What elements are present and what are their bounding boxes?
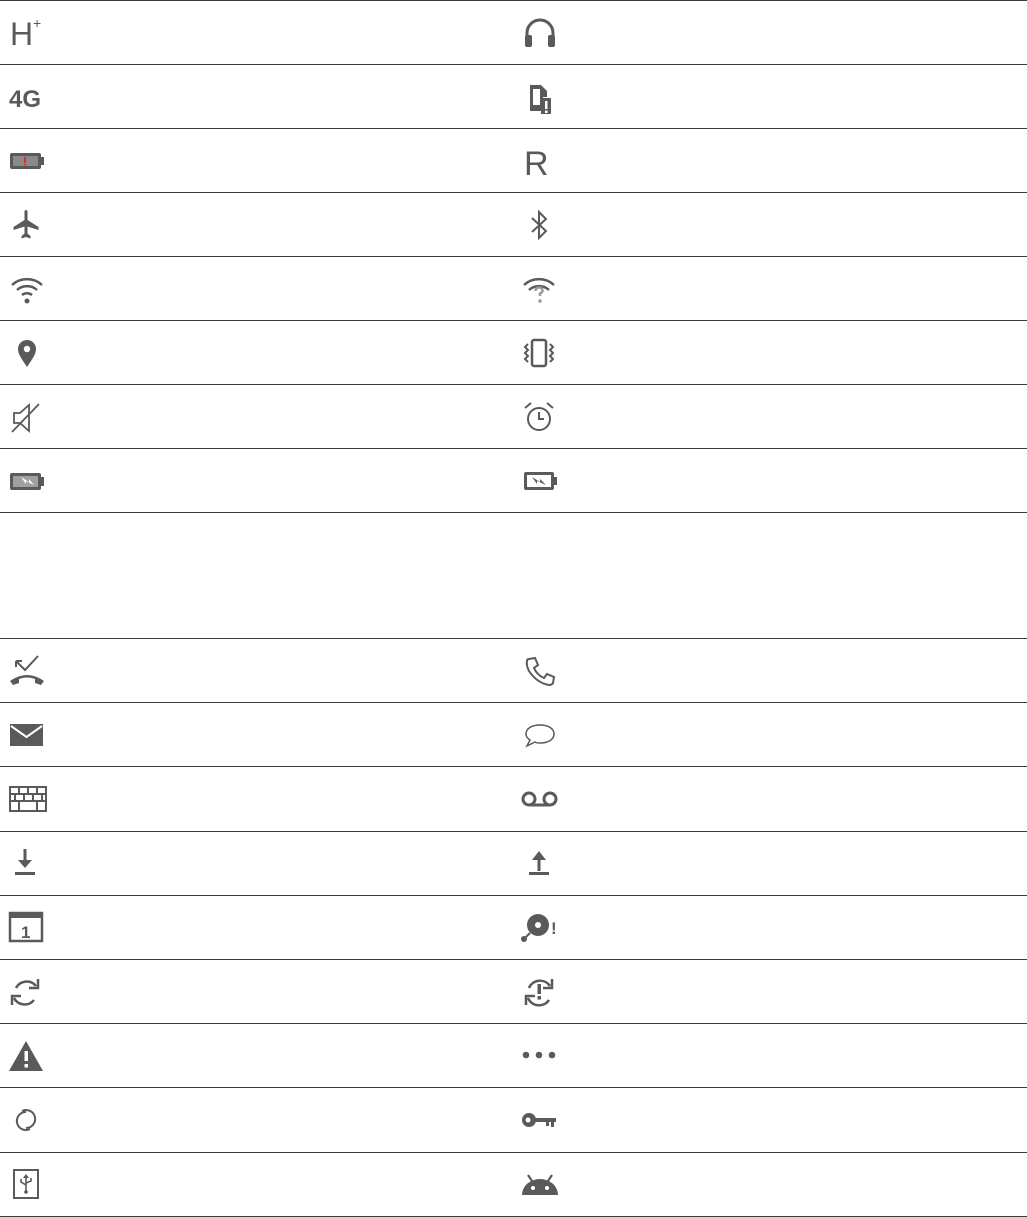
voicemail-icon: [520, 781, 564, 817]
table-row: [0, 639, 1027, 703]
table-cell: [520, 1, 600, 64]
airplane-mode-icon: [8, 207, 48, 243]
table-cell: [520, 385, 600, 448]
table-row: [0, 449, 1027, 513]
table-cell: [8, 1024, 88, 1087]
table-cell: [8, 703, 88, 766]
table-row: [0, 1, 1027, 65]
call-in-progress-icon: [520, 653, 560, 689]
table-cell: [520, 193, 600, 256]
svg-text:4G: 4G: [9, 85, 42, 113]
notification-icons-table: [0, 638, 1027, 1217]
roaming-icon: [520, 143, 560, 183]
table-cell: [8, 1153, 88, 1216]
table-cell: [8, 1, 88, 64]
sync-icon: [8, 974, 48, 1010]
4g-network-icon: [8, 79, 52, 115]
table-cell: [520, 65, 600, 128]
table-cell: [8, 960, 88, 1023]
section-spacer: [0, 513, 1027, 638]
missed-call-icon: [8, 653, 48, 689]
table-row: [0, 896, 1027, 960]
battery-low-icon: [8, 143, 48, 179]
table-cell: [8, 321, 88, 384]
calendar-event-icon: [8, 909, 48, 945]
table-cell: [8, 129, 88, 192]
table-cell: [520, 832, 600, 895]
android-debugging-icon: [520, 1166, 564, 1202]
table-cell: [8, 639, 88, 702]
table-cell: [8, 767, 88, 830]
new-email-icon: [8, 717, 48, 753]
table-cell: [520, 703, 600, 766]
table-row: [0, 321, 1027, 385]
upload-icon: [520, 845, 560, 881]
table-row: [0, 1024, 1027, 1088]
table-cell: [8, 65, 88, 128]
table-cell: [520, 896, 600, 959]
table-cell: [520, 449, 600, 512]
table-cell: [520, 639, 600, 702]
table-row: [0, 193, 1027, 257]
status-icons-table: [0, 0, 1027, 513]
no-sim-card-icon: [520, 79, 560, 115]
location-icon: [8, 335, 48, 371]
bluetooth-icon: [520, 207, 560, 243]
svg-text:+: +: [33, 14, 42, 31]
table-cell: [520, 1153, 600, 1216]
battery-charging-icon: [8, 463, 48, 499]
table-cell: [520, 1024, 600, 1087]
svg-text:!: !: [551, 919, 557, 939]
wifi-icon: [8, 271, 48, 307]
more-notifications-icon: [520, 1038, 564, 1074]
table-row: [0, 1153, 1027, 1217]
svg-text:1: 1: [21, 923, 31, 943]
table-cell: [8, 449, 88, 512]
vibrate-mode-icon: [520, 335, 560, 371]
table-row: [0, 257, 1027, 321]
alarm-icon: [520, 399, 560, 435]
table-cell: [520, 321, 600, 384]
table-cell: [8, 832, 88, 895]
battery-fast-charging-icon: [520, 463, 560, 499]
usb-debugging-icon: [8, 1166, 48, 1202]
table-row: [0, 1088, 1027, 1152]
new-message-icon: [520, 717, 560, 753]
sync-failed-icon: [520, 974, 560, 1010]
table-cell: [8, 1088, 88, 1151]
table-cell: [520, 1088, 600, 1151]
table-cell: [8, 896, 88, 959]
table-cell: [520, 960, 600, 1023]
storage-warning-icon: [520, 909, 560, 945]
hspa-plus-network-icon: [8, 15, 48, 51]
table-row: [0, 767, 1027, 831]
table-cell: [8, 385, 88, 448]
system-warning-icon: [8, 1038, 48, 1074]
silent-mode-icon: [8, 399, 48, 435]
table-cell: [8, 257, 88, 320]
table-cell: [8, 193, 88, 256]
table-row: [0, 65, 1027, 129]
svg-text:H: H: [10, 15, 34, 52]
table-cell: [520, 129, 600, 192]
table-cell: [520, 767, 600, 830]
keyboard-icon: [8, 781, 50, 817]
table-row: [0, 832, 1027, 896]
table-row: [0, 703, 1027, 767]
download-icon: [8, 845, 48, 881]
table-cell: [520, 257, 600, 320]
wifi-unavailable-icon: [520, 271, 560, 307]
headset-icon: [520, 15, 560, 51]
table-row: [0, 129, 1027, 193]
vpn-connected-icon: [8, 1102, 48, 1138]
svg-text:R: R: [524, 144, 549, 183]
table-row: [0, 960, 1027, 1024]
vpn-key-icon: [520, 1102, 564, 1138]
table-row: [0, 385, 1027, 449]
